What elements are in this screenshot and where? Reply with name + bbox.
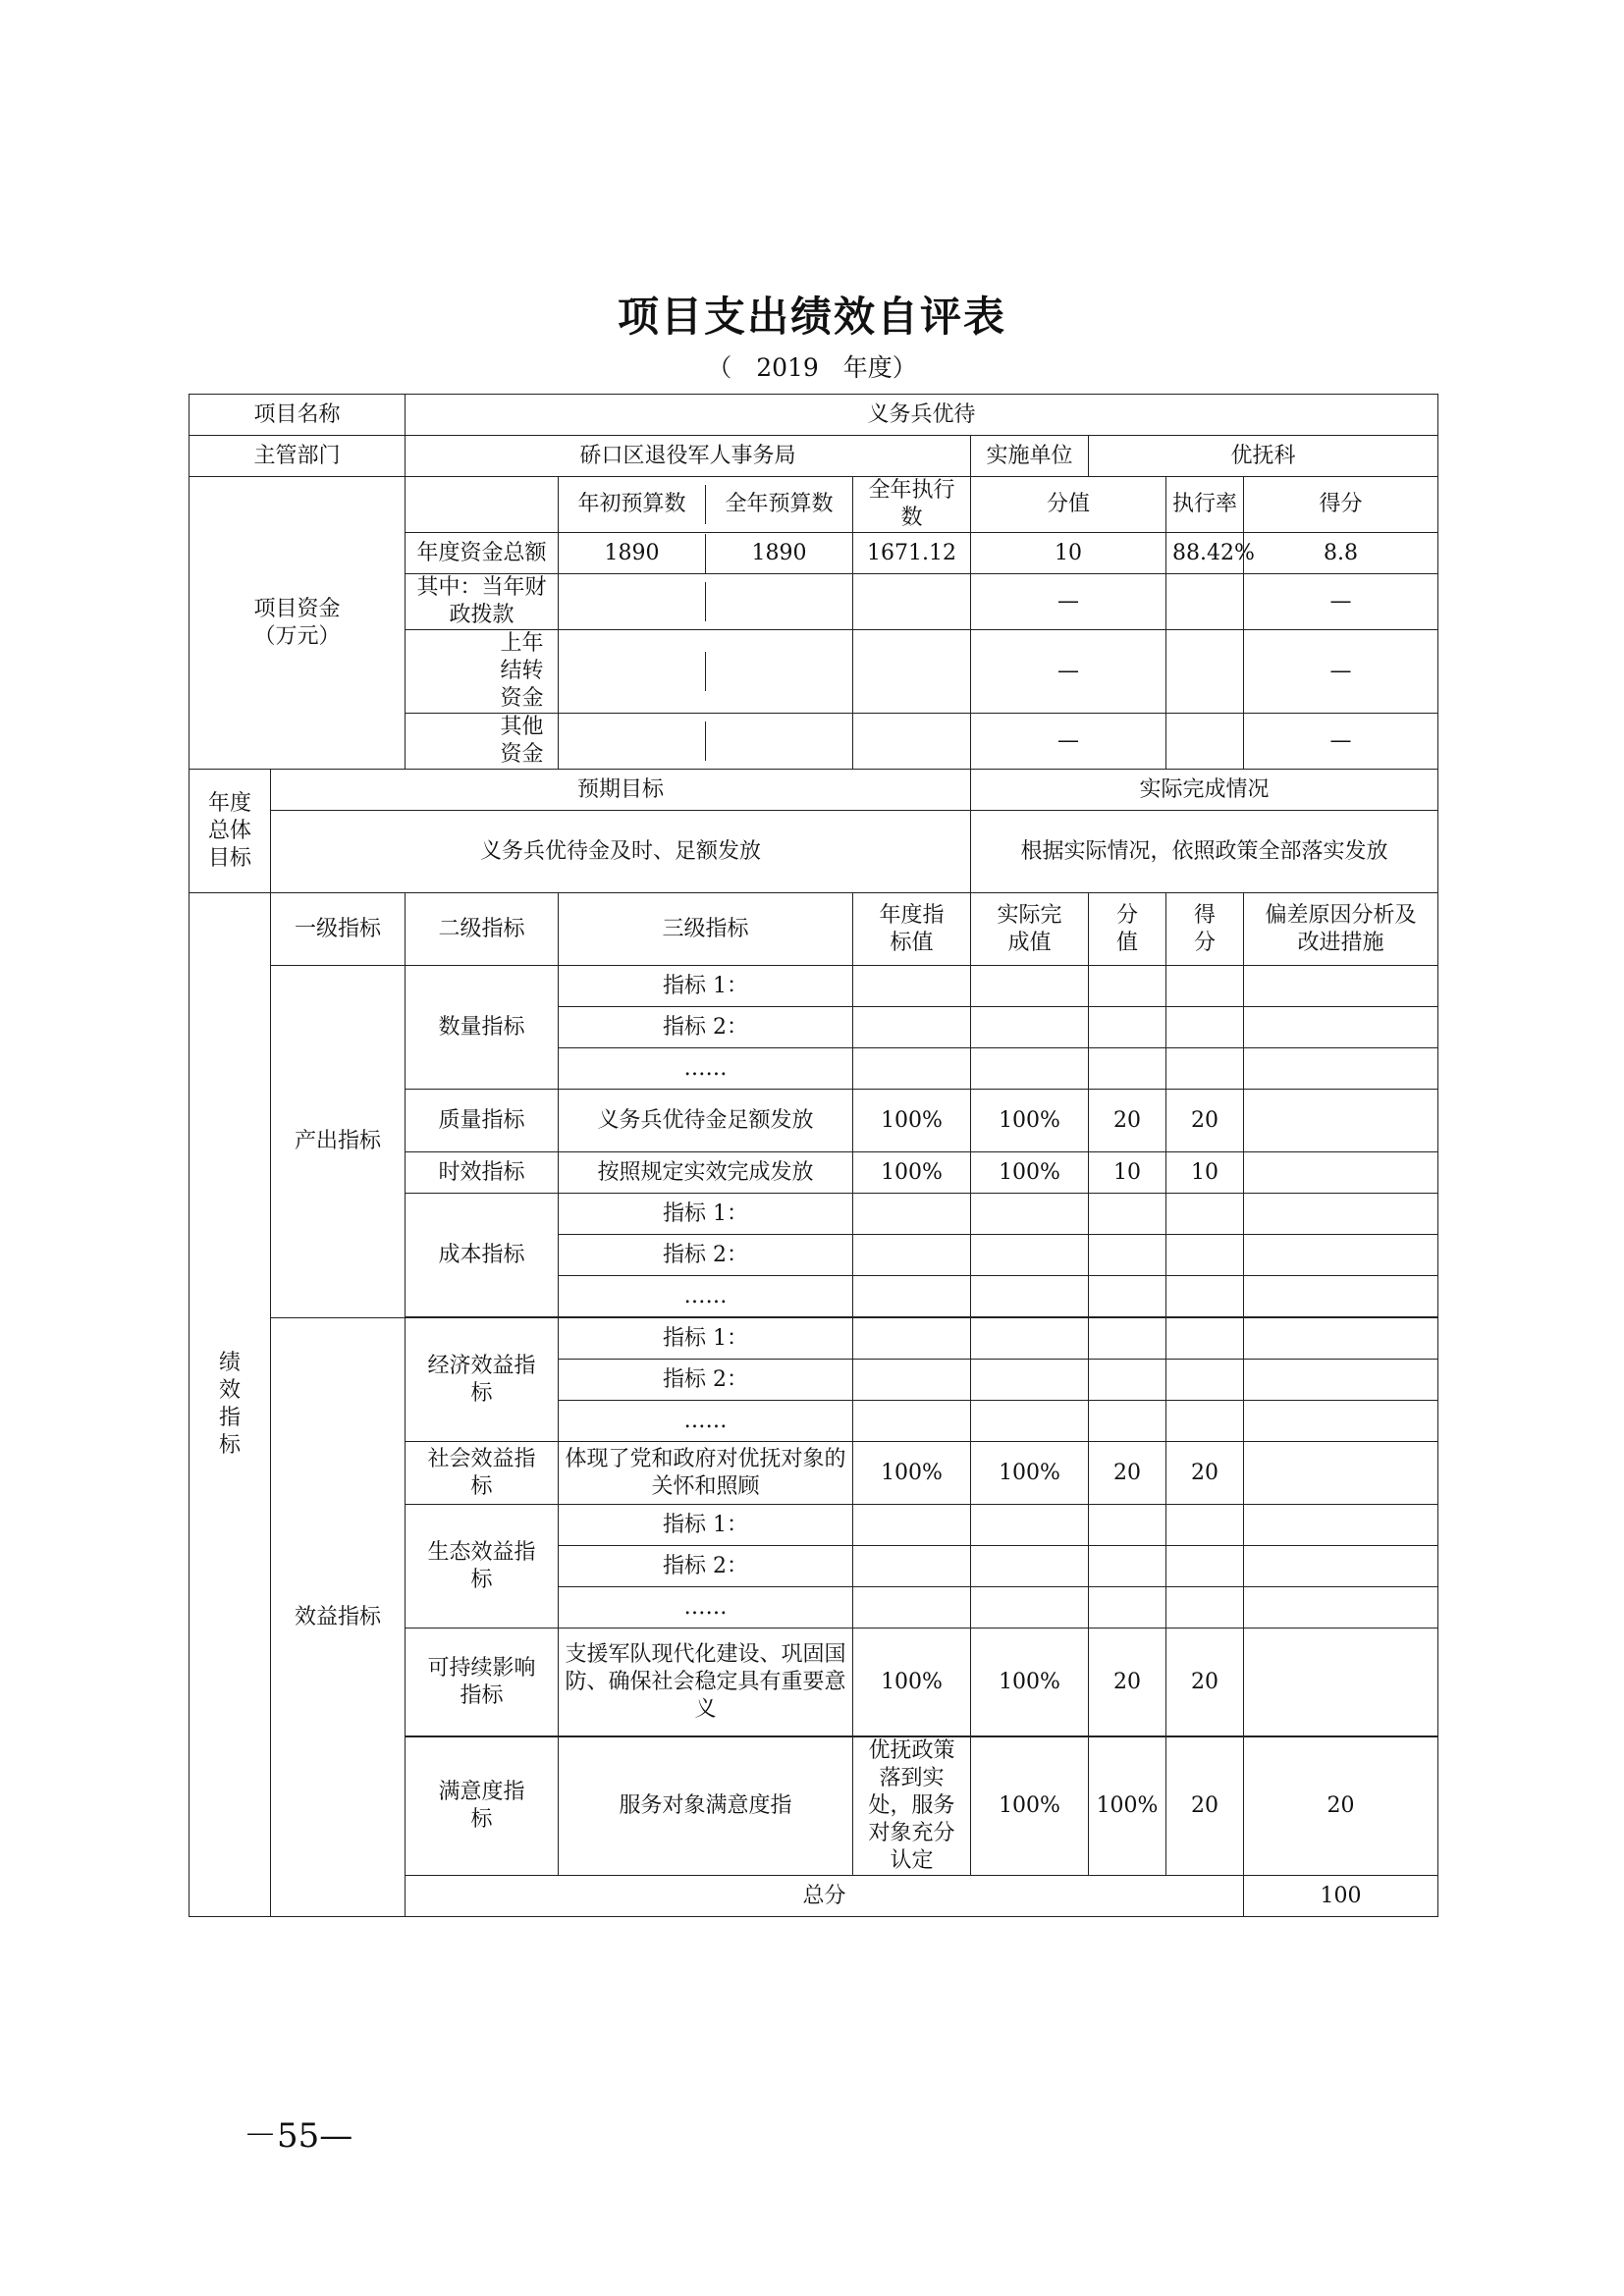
funds-cell (1166, 574, 1244, 630)
perf-header-l1: 一级指标 (271, 893, 406, 966)
evaluation-table (189, 394, 1438, 1917)
score-value: 10 (1166, 1152, 1244, 1194)
weight-value: 10 (1089, 1152, 1166, 1194)
l2-quantity: 数量指标 (406, 966, 559, 1090)
l3-placeholder: 指标 2： (559, 1007, 853, 1048)
funds-cell: — (1244, 574, 1438, 630)
funds-row-label: 其他资金 (406, 714, 559, 770)
funds-header-blank (406, 477, 559, 533)
funds-cell: — (1244, 630, 1438, 714)
l3-placeholder: 指标 2： (559, 1235, 853, 1276)
actual-value: 100% (971, 1090, 1089, 1152)
target-value: 100% (853, 1629, 971, 1736)
funds-header-rate: 执行率 (1166, 477, 1244, 533)
funds-header-initial: 年初预算数 (559, 485, 706, 524)
l2-ecological: 生态效益指标 (406, 1505, 559, 1629)
l3-ellipsis: …… (559, 1048, 853, 1090)
funds-cell (853, 714, 971, 770)
funds-cell: — (1244, 714, 1438, 770)
l2-satisfaction: 服务对象满意度指 (559, 1737, 853, 1876)
funds-cell (706, 652, 853, 691)
l2-sustainability: 可持续影响指标 (406, 1629, 559, 1736)
funds-header-executed: 全年执行数 (853, 477, 971, 533)
l3-text: 义务兵优待金足额发放 (559, 1090, 853, 1152)
funds-cell: 8.8 (1244, 533, 1438, 574)
funds-cell: 1890 (559, 534, 706, 573)
l3-text: 优抚政策落到实处，服务对象充分认定 (853, 1737, 971, 1876)
perf-header-deviation: 偏差原因分析及改进措施 (1244, 893, 1438, 966)
funds-cell: — (971, 574, 1166, 630)
funds-header-score: 得分 (1244, 477, 1438, 533)
l3-placeholder: 指标 1： (559, 1194, 853, 1235)
l3-placeholder: 指标 1： (559, 1318, 853, 1360)
l3-ellipsis: …… (559, 1401, 853, 1442)
perf-header-l2: 二级指标 (406, 893, 559, 966)
table-row (189, 966, 1438, 1007)
goals-expected: 义务兵优待金及时、足额发放 (271, 811, 971, 893)
funds-header-weight: 分值 (971, 477, 1166, 533)
funds-row-label: 上年结转资金 (406, 630, 559, 714)
table-row (189, 1318, 1438, 1360)
weight-value: 20 (1166, 1737, 1244, 1876)
total-label: 总分 (406, 1876, 1244, 1917)
row-project-name (189, 395, 1438, 436)
l3-placeholder: 指标 1： (559, 966, 853, 1007)
page-title: 项目支出绩效自评表 (617, 293, 1006, 341)
funds-cell (706, 721, 853, 761)
l3-placeholder: 指标 1： (559, 1505, 853, 1546)
goals-expected-header: 预期目标 (271, 770, 971, 811)
score-value: 20 (1166, 1629, 1244, 1736)
l1-benefit: 效益指标 (271, 1318, 406, 1917)
total-weight: 100 (1244, 1876, 1438, 1917)
funds-cell (559, 582, 706, 621)
page-number: －55— (244, 2116, 353, 2156)
page-subtitle: （ 2019 年度） (707, 353, 917, 382)
l3-ellipsis: …… (559, 1587, 853, 1629)
target-value: 100% (853, 1152, 971, 1194)
l3-text: 按照规定实效完成发放 (559, 1152, 853, 1194)
actual-value: 100% (971, 1629, 1089, 1736)
funds-cell: 1890 (751, 540, 807, 565)
project-name: 义务兵优待 (406, 395, 1438, 436)
l3-ellipsis: …… (559, 1276, 853, 1317)
weight-value: 20 (1089, 1442, 1166, 1505)
l2-quality: 质量指标 (406, 1090, 559, 1152)
funds-row-label: 年度资金总额 (406, 533, 559, 574)
perf-header-row (189, 893, 1438, 966)
l2-timely: 时效指标 (406, 1152, 559, 1194)
l3-placeholder: 指标 2： (559, 1360, 853, 1401)
actual-value: 100% (971, 1152, 1089, 1194)
target-value: 100% (971, 1737, 1089, 1876)
funds-cell (559, 652, 706, 691)
l1-satisfaction: 满意度指标 (406, 1737, 559, 1876)
l2-cost: 成本指标 (406, 1194, 559, 1317)
unit-label: 实施单位 (971, 436, 1089, 477)
funds-cell: 1671.12 (853, 533, 971, 574)
funds-cell (853, 630, 971, 714)
funds-cell (706, 582, 853, 621)
funds-cell: — (971, 630, 1166, 714)
perf-label: 绩效指标 (189, 893, 271, 1917)
funds-cell: 10 (971, 533, 1166, 574)
funds-cell (853, 574, 971, 630)
target-value: 100% (853, 1442, 971, 1505)
perf-header-target: 年度指标值 (853, 893, 971, 966)
l3-text: 体现了党和政府对优抚对象的关怀和照顾 (559, 1442, 853, 1505)
unit: 优抚科 (1089, 436, 1438, 477)
perf-header-actual: 实际完成值 (971, 893, 1089, 966)
dept: 硚口区退役军人事务局 (406, 436, 971, 477)
funds-header-annual: 全年预算数 (725, 492, 834, 516)
funds-label: 项目资金（万元） (189, 477, 406, 770)
goals-content-row (189, 811, 1438, 893)
l2-economic: 经济效益指标 (406, 1318, 559, 1442)
funds-cell (1166, 630, 1244, 714)
perf-header-score: 得分 (1166, 893, 1244, 966)
dept-label: 主管部门 (189, 436, 406, 477)
l3-placeholder: 指标 2： (559, 1546, 853, 1587)
score-value: 20 (1166, 1090, 1244, 1152)
goals-actual: 根据实际情况，依照政策全部落实发放 (971, 811, 1438, 893)
l3-text: 支援军队现代化建设、巩固国防、确保社会稳定具有重要意义 (559, 1629, 853, 1736)
actual-value: 100% (1089, 1737, 1166, 1876)
perf-header-l3: 三级指标 (559, 893, 853, 966)
weight-value: 20 (1089, 1090, 1166, 1152)
funds-cell (1166, 714, 1244, 770)
goals-header-row (189, 770, 1438, 811)
funds-header-row (189, 477, 1438, 533)
score-value: 20 (1244, 1737, 1438, 1876)
project-name-label: 项目名称 (189, 395, 406, 436)
l1-output: 产出指标 (271, 966, 406, 1318)
target-value: 100% (853, 1090, 971, 1152)
goals-actual-header: 实际完成情况 (971, 770, 1438, 811)
row-department (189, 436, 1438, 477)
score-value: 20 (1166, 1442, 1244, 1505)
l2-social: 社会效益指标 (406, 1442, 559, 1505)
funds-cell: 88.42% (1166, 533, 1244, 574)
funds-cell (559, 721, 706, 761)
funds-cell: — (971, 714, 1166, 770)
perf-header-weight: 分值 (1089, 893, 1166, 966)
weight-value: 20 (1089, 1629, 1166, 1736)
funds-row-label: 其中：当年财政拨款 (406, 574, 559, 630)
goals-label: 年度总体目标 (189, 770, 271, 893)
actual-value: 100% (971, 1442, 1089, 1505)
